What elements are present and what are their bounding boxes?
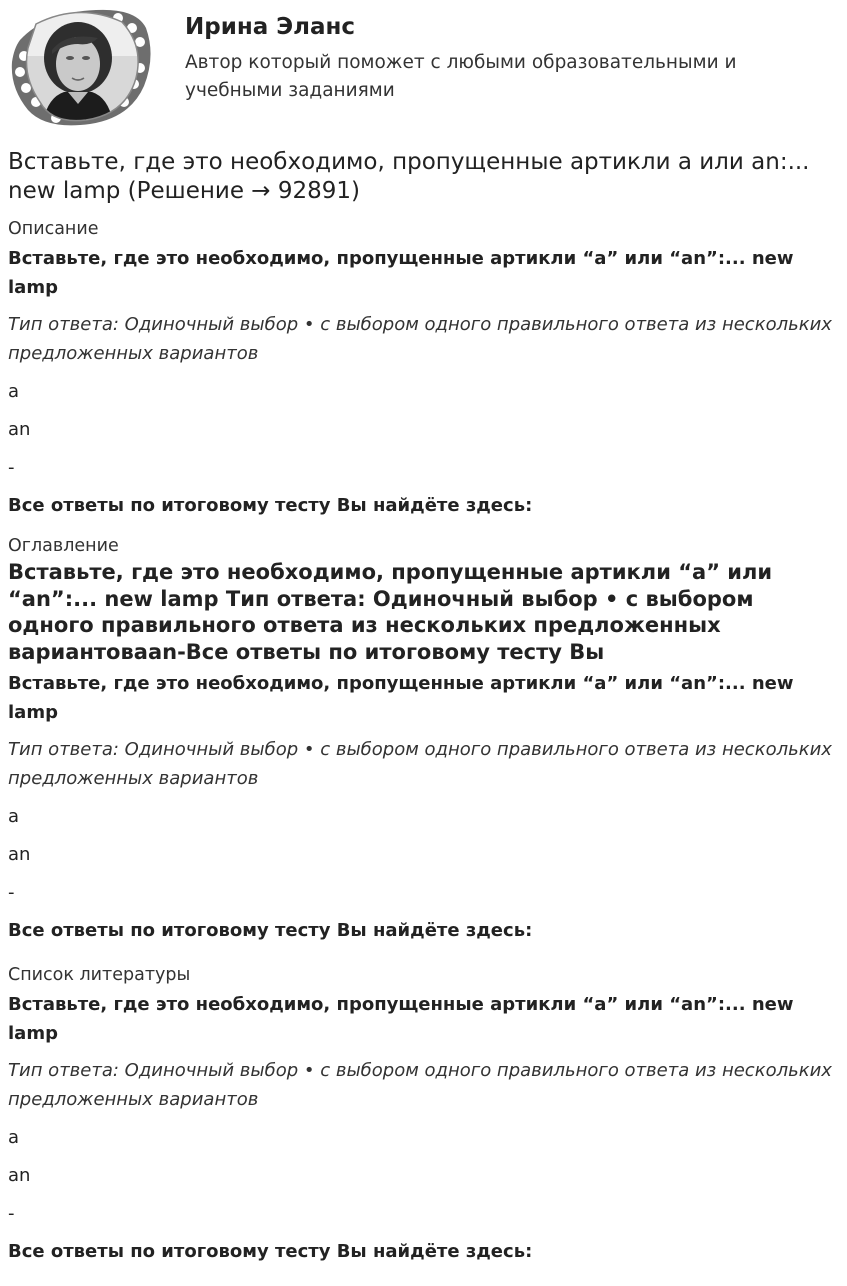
question-text: Вставьте, где это необходимо, пропущенные артикли “a” или “an”:... new lamp: [8, 994, 794, 1044]
description-section: [8, 218, 840, 520]
section-heading: Список литературы: [8, 965, 191, 985]
section-heading: Оглавление: [8, 536, 119, 556]
author-avatar: [6, 6, 152, 128]
answer-type-text: Тип ответа: Одиночный выбор • с выбором одного правильного ответа из нескольких предложенных вариантов: [8, 739, 832, 789]
all-answers-note: Все ответы по итоговому тесту Вы найдёте здесь:: [8, 1241, 533, 1262]
answer-option: an: [8, 1165, 31, 1186]
answer-option: -: [8, 882, 15, 903]
answer-option: a: [8, 806, 20, 827]
author-description: Автор который поможет с любыми образовательными и учебными заданиями: [185, 52, 737, 101]
answer-option: a: [8, 1127, 20, 1148]
answer-option: -: [8, 457, 15, 478]
toc-section: [8, 535, 840, 945]
question-text: Вставьте, где это необходимо, пропущенные артикли “a” или “an”:... new lamp: [8, 673, 794, 723]
page-title: Вставьте, где это необходимо, пропущенные артикли a или an:... new lamp (Решение → 92891): [8, 149, 810, 204]
answer-type-text: Тип ответа: Одиночный выбор • с выбором одного правильного ответа из нескольких предложенных вариантов: [8, 1060, 832, 1110]
author-header: [0, 0, 847, 140]
all-answers-note: Все ответы по итоговому тесту Вы найдёте здесь:: [8, 920, 533, 941]
all-answers-note: Все ответы по итоговому тесту Вы найдёте здесь:: [8, 495, 533, 516]
author-name: Ирина Эланс: [185, 14, 356, 40]
answer-option: -: [8, 1203, 15, 1224]
question-text: Вставьте, где это необходимо, пропущенные артикли “a” или “an”:... new lamp: [8, 248, 794, 298]
answer-type-text: Тип ответа: Одиночный выбор • с выбором одного правильного ответа из нескольких предложенных вариантов: [8, 314, 832, 364]
toc-title: Вставьте, где это необходимо, пропущенные артикли “a” или “an”:... new lamp Тип ответа: Одиночный выбор • с выбором одного правильного ответа из нескольких предложенных вариантоваan-Все ответы по итоговому тесту Вы: [8, 560, 773, 664]
section-heading: Описание: [8, 219, 99, 239]
references-section: [8, 964, 840, 1266]
answer-option: an: [8, 419, 31, 440]
answer-option: a: [8, 381, 20, 402]
answer-option: an: [8, 844, 31, 865]
